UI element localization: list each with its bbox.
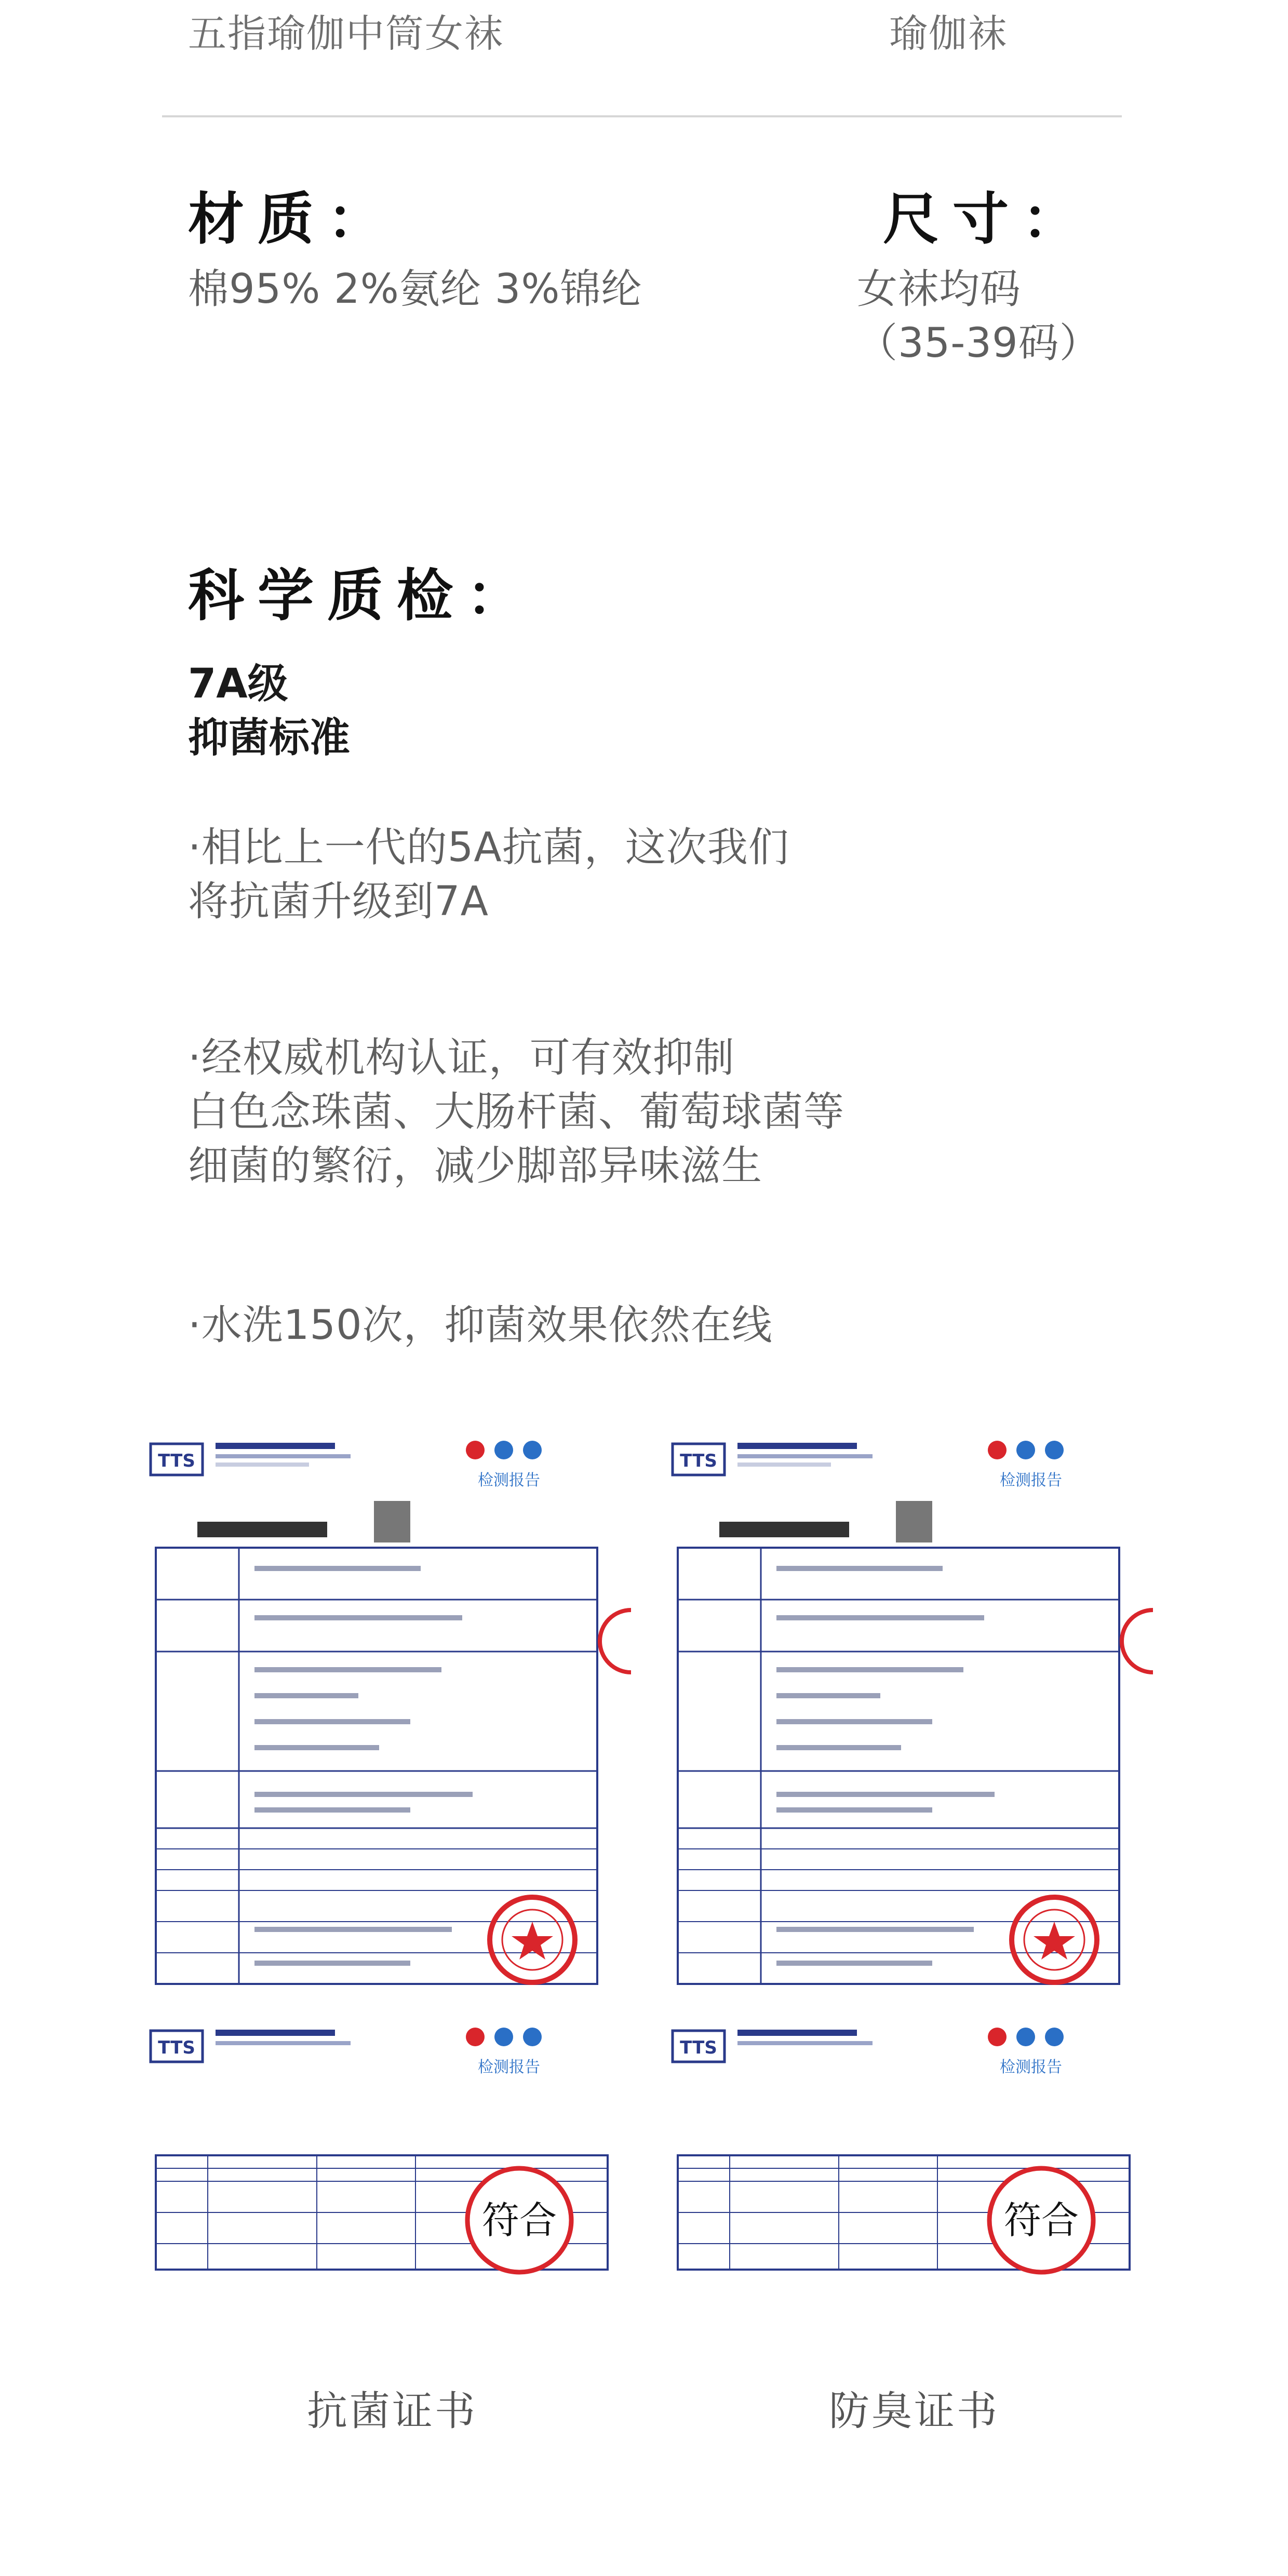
cert-report-title: 检测报告 bbox=[478, 1471, 540, 1490]
product-name: 五指瑜伽中筒女袜 bbox=[188, 11, 504, 56]
deodorant-certificate-page2 bbox=[667, 2020, 1161, 2342]
point2-line1: ·经权威机构认证，可有效抑制 bbox=[188, 1035, 735, 1081]
grade-line2: 抑菌标准 bbox=[188, 715, 351, 761]
grade-line1: 7A级 bbox=[188, 661, 288, 707]
product-category: 瑜伽袜 bbox=[889, 11, 1008, 56]
point1-line2: 将抗菌升级到7A bbox=[188, 878, 489, 925]
size-heading: 尺寸： bbox=[883, 187, 1092, 252]
deodorant-certificate-page1 bbox=[667, 1433, 1161, 1994]
point2-line3: 细菌的繁衍，减少脚部异味滋生 bbox=[188, 1143, 763, 1189]
quality-heading: 科学质检： bbox=[188, 564, 536, 628]
antibacterial-certificate-caption: 抗菌证书 bbox=[306, 2388, 477, 2435]
stamp-text: 符合 bbox=[1003, 2198, 1079, 2242]
cert-logo-text: TTS bbox=[680, 2037, 717, 2058]
point1-line1: ·相比上一代的5A抗菌，这次我们 bbox=[188, 824, 789, 871]
size-line1: 女袜均码 bbox=[857, 266, 1022, 313]
antibacterial-certificate-page1 bbox=[145, 1433, 639, 1994]
cert-report-title: 检测报告 bbox=[1000, 2058, 1062, 2076]
cert-report-title: 检测报告 bbox=[1000, 1471, 1062, 1490]
cert-logo-text: TTS bbox=[158, 2037, 195, 2058]
antibacterial-certificate-page2 bbox=[145, 2020, 639, 2342]
point3: ·水洗150次，抑菌效果依然在线 bbox=[188, 1302, 773, 1349]
divider bbox=[162, 115, 1122, 117]
material-value: 棉95% 2%氨纶 3%锦纶 bbox=[188, 266, 642, 313]
size-line2: （35-39码） bbox=[857, 320, 1101, 367]
point2-line2: 白色念珠菌、大肠杆菌、葡萄球菌等 bbox=[188, 1089, 845, 1135]
material-heading: 材质： bbox=[188, 187, 397, 252]
deodorant-certificate-caption: 防臭证书 bbox=[828, 2388, 999, 2435]
cert-logo-text: TTS bbox=[680, 1451, 717, 1471]
stamp-text: 符合 bbox=[481, 2198, 557, 2242]
cert-report-title: 检测报告 bbox=[478, 2058, 540, 2076]
cert-logo-text: TTS bbox=[158, 1451, 195, 1471]
